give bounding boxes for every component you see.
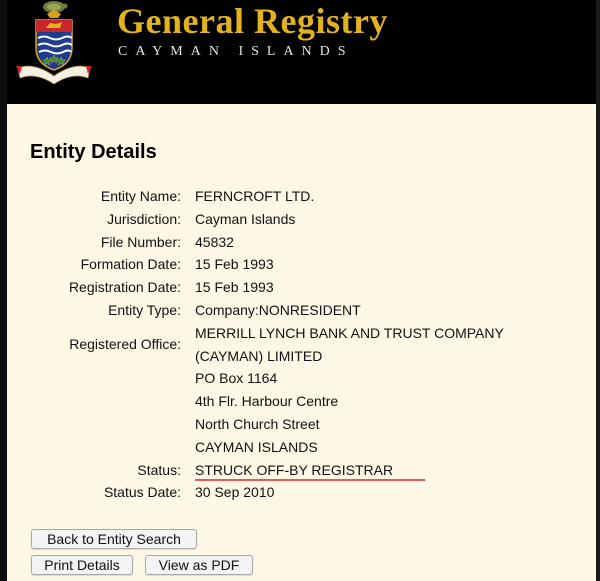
- page-title: Entity Details: [30, 141, 157, 163]
- entity-type-row: [0, 299, 600, 322]
- entity-name-value: FERNCROFT LTD.: [195, 188, 315, 204]
- status-value: STRUCK OFF-BY REGISTRAR: [195, 461, 394, 478]
- header-banner: [0, 0, 600, 104]
- status-underline: [195, 479, 425, 481]
- status-row: [0, 459, 600, 482]
- registered-office-line: CAYMAN ISLANDS: [195, 438, 318, 455]
- entity-name-label: Entity Name:: [100, 188, 181, 204]
- registered-office-label: Registered Office:: [69, 335, 181, 352]
- status-date-value: 30 Sep 2010: [195, 484, 275, 501]
- entity-details-table: [0, 185, 600, 504]
- registered-office-row: [0, 322, 600, 459]
- jurisdiction-label: Jurisdiction:: [107, 210, 181, 227]
- site-subtitle: CAYMAN ISLANDS: [118, 44, 354, 59]
- entity-type-label: Entity Type:: [108, 301, 181, 318]
- print-details-button[interactable]: Print Details: [31, 555, 133, 575]
- registration-date-label: Registration Date:: [68, 279, 181, 296]
- status-date-label: Status Date:: [103, 484, 181, 501]
- file-number-row: [0, 231, 600, 254]
- registered-office-value: [195, 322, 504, 459]
- formation-date-row: [0, 253, 600, 276]
- registered-office-line: 4th Flr. Harbour Centre: [195, 393, 339, 410]
- registered-office-line: PO Box 1164: [195, 370, 278, 387]
- formation-date-value: 15 Feb 1993: [195, 256, 274, 273]
- view-as-pdf-button[interactable]: View as PDF: [145, 555, 253, 575]
- registration-date-value: 15 Feb 1993: [195, 279, 274, 296]
- entity-name-row: [0, 185, 600, 208]
- status-date-row: [0, 481, 600, 504]
- file-number-label: File Number:: [100, 233, 181, 250]
- site-title: General Registry: [117, 1, 388, 41]
- entity-type-value: Company:NONRESIDENT: [195, 301, 361, 318]
- registration-date-row: [0, 276, 600, 299]
- registered-office-line: MERRILL LYNCH BANK AND TRUST COMPANY: [195, 324, 504, 341]
- jurisdiction-value: Cayman Islands: [195, 210, 296, 227]
- back-to-entity-search-button[interactable]: Back to Entity Search: [31, 529, 197, 549]
- status-label: Status:: [137, 461, 181, 478]
- cayman-crest-logo: [14, 0, 94, 84]
- registered-office-line: North Church Street: [195, 415, 320, 432]
- jurisdiction-row: [0, 208, 600, 231]
- formation-date-label: Formation Date:: [80, 256, 181, 273]
- file-number-value: 45832: [195, 233, 234, 250]
- registered-office-line: (CAYMAN) LIMITED: [195, 347, 323, 364]
